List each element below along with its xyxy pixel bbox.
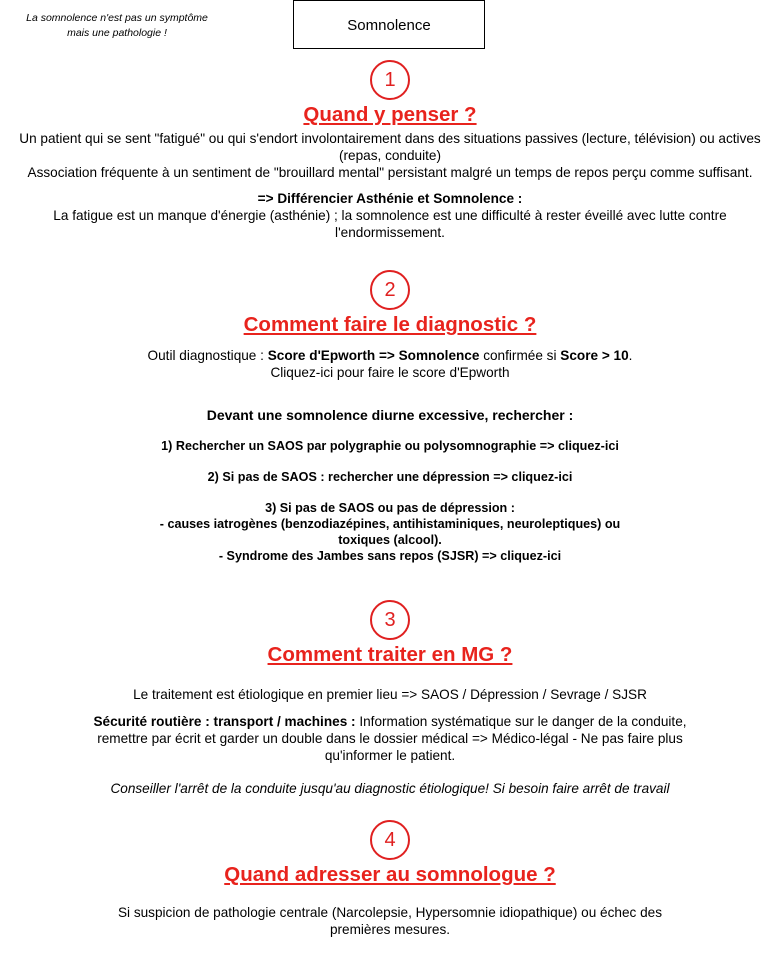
section-3-heading: Comment traiter en MG ? <box>267 643 513 666</box>
step-1-saos-link[interactable]: 1) Rechercher un SAOS par polygraphie ou polysomnographie => cliquez-ici <box>161 439 619 453</box>
step-3-line: 3) Si pas de SAOS ou pas de dépression : <box>265 501 515 515</box>
step-3-line: toxiques (alcool). <box>338 533 442 547</box>
section-2-number-badge: 2 <box>370 270 410 310</box>
top-note <box>8 11 226 41</box>
section-1-heading: Quand y penser ? <box>303 103 477 126</box>
diagnostic-tool <box>0 347 780 381</box>
section-1-line: Un patient qui se sent "fatigué" ou qui s'endort involontairement dans des situations passives (lecture, télévision) ou actives <box>19 131 761 146</box>
tool-score-name: Score d'Epworth => Somnolence <box>267 348 480 363</box>
section-4-heading: Quand adresser au somnologue ? <box>224 863 556 886</box>
section-1-body <box>0 130 780 181</box>
section-4-number-badge: 4 <box>370 820 410 860</box>
epworth-score-link[interactable]: Cliquez-ici pour faire le score d'Epworth <box>270 365 510 380</box>
section-1-differentiation <box>0 190 780 241</box>
section-1-number-badge: 1 <box>370 60 410 100</box>
road-safety-text: Information systématique sur le danger de la conduite, <box>355 714 687 729</box>
step-2-depression-link[interactable]: 2) Si pas de SAOS : rechercher une dépression => cliquez-ici <box>207 470 573 484</box>
differentiation-title: => Différencier Asthénie et Somnolence : <box>257 191 523 206</box>
road-safety-block <box>0 713 780 764</box>
section-1-line: (repas, conduite) <box>338 148 441 163</box>
page-title: Somnolence <box>293 0 485 49</box>
diagnostic-tool-line <box>0 347 780 364</box>
road-safety-label: Sécurité routière : transport / machines : <box>93 714 356 729</box>
top-note-line-2: mais une pathologie ! <box>67 27 167 39</box>
section-1-line: Association fréquente à un sentiment de "brouillard mental" persistant malgré un temps de repos perçu comme suffisant. <box>27 165 753 180</box>
tool-end: . <box>628 348 633 363</box>
driving-advice: Conseiller l'arrêt de la conduite jusqu'au diagnostic étiologique! Si besoin faire arrêt de travail <box>110 781 670 796</box>
differentiation-line: La fatigue est un manque d'énergie (asthénie) ; la somnolence est une difficulté à rester éveillé avec lutte contre <box>53 208 727 223</box>
road-safety-line <box>0 713 780 730</box>
road-safety-line: qu'informer le patient. <box>324 748 456 763</box>
treatment-text: Le traitement est étiologique en premier lieu => SAOS / Dépression / Sevrage / SJSR <box>133 687 647 702</box>
section-4-line: premières mesures. <box>329 922 451 937</box>
top-note-line-1: La somnolence n'est pas un symptôme <box>26 12 208 24</box>
road-safety-line: remettre par écrit et garder un double dans le dossier médical => Médico-légal - Ne pas faire plus <box>97 731 683 746</box>
section-2-heading: Comment faire le diagnostic ? <box>243 313 537 336</box>
tool-mid: confirmée si <box>479 348 561 363</box>
differentiation-line: l'endormissement. <box>335 225 445 240</box>
section-4-line: Si suspicion de pathologie centrale (Narcolepsie, Hypersomnie idiopathique) ou échec des <box>117 905 663 920</box>
tool-prefix: Outil diagnostique : <box>147 348 268 363</box>
section-3-number-badge: 3 <box>370 600 410 640</box>
tool-threshold: Score > 10 <box>560 348 629 363</box>
step-3-line: - causes iatrogènes (benzodiazépines, antihistaminiques, neuroleptiques) ou <box>159 517 621 531</box>
search-title: Devant une somnolence diurne excessive, rechercher : <box>206 407 574 423</box>
section-4-body <box>0 904 780 938</box>
step-3-block <box>0 500 780 564</box>
step-3-sjsr-link[interactable]: - Syndrome des Jambes sans repos (SJSR) => cliquez-ici <box>218 549 562 563</box>
